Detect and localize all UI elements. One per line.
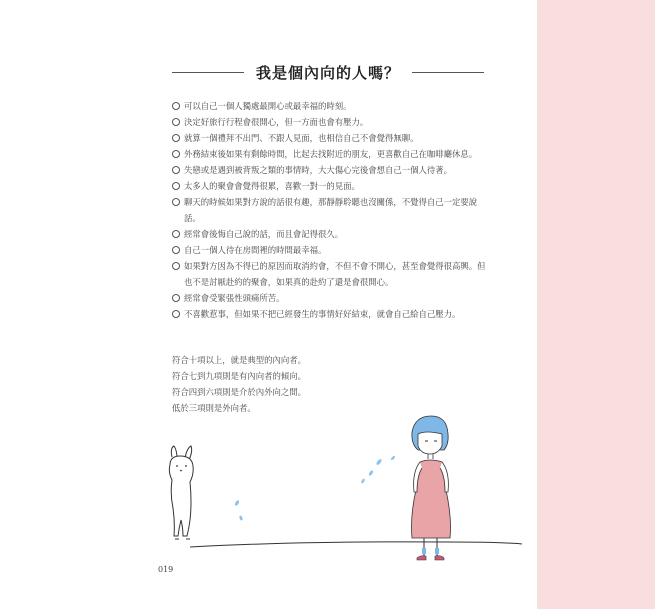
petal-icon xyxy=(239,515,243,521)
rabbit-figure xyxy=(169,446,193,539)
circle-bullet-icon xyxy=(172,294,180,302)
circle-bullet-icon xyxy=(172,310,180,318)
tear-drop-icon xyxy=(368,470,374,477)
adjacent-page-strip xyxy=(537,0,655,609)
checklist-item xyxy=(172,258,492,290)
title-rule-right xyxy=(412,72,484,73)
circle-bullet-icon xyxy=(172,118,180,126)
page-title: 我是個內向的人嗎？ xyxy=(256,63,401,82)
scoring-line: 符合四到六項則是介於內外向之間。 xyxy=(172,387,306,397)
checklist-item xyxy=(172,178,492,194)
scoring-line: 符合十項以上，就是典型的內向者。 xyxy=(172,355,306,365)
checklist-item-text: 自己一個人待在房間裡的時間最幸福。 xyxy=(184,245,327,255)
checklist-item-text: 決定好旅行行程會很開心，但一方面也會有壓力。 xyxy=(184,117,369,127)
tear-drop-icon xyxy=(375,458,382,466)
title-rule-left xyxy=(172,72,244,73)
checklist-item-text: 經常會受緊張性頭痛所苦。 xyxy=(184,293,285,303)
checklist-item xyxy=(172,226,492,242)
circle-bullet-icon xyxy=(172,230,180,238)
ground-line xyxy=(190,542,522,547)
checklist-item xyxy=(172,114,492,130)
checklist-item-text: 外務結束後如果有剩餘時間，比起去找附近的朋友，更喜歡自己在咖啡廳休息。 xyxy=(184,149,478,159)
checklist-item-text: 失戀或是遇到被背叛之類的事情時，大大傷心完後會想自己一個人待著。 xyxy=(184,165,452,175)
scoring-line: 低於三項則是外向者。 xyxy=(172,403,256,413)
checklist-item-text: 太多人的聚會會覺得很累，喜歡一對一的見面。 xyxy=(184,181,360,191)
checklist-item xyxy=(172,146,492,162)
checklist-item xyxy=(172,290,492,306)
circle-bullet-icon xyxy=(172,102,180,110)
circle-bullet-icon xyxy=(172,166,180,174)
checklist-item xyxy=(172,194,492,226)
girl-figure xyxy=(412,416,451,560)
checklist-item-text: 不喜歡惹事，但如果不把已經發生的事情好好結束，就會自己給自己壓力。 xyxy=(184,309,461,319)
checklist-item-text: 如果對方因為不得已的原因而取消約會，不但不會不開心，甚至會覺得很高興。但也不是討厭赴約的聚會，如果真的赴約了還是會很開心。 xyxy=(184,261,486,287)
circle-bullet-icon xyxy=(172,182,180,190)
circle-bullet-icon xyxy=(172,198,180,206)
checklist-item xyxy=(172,306,492,322)
checklist-item xyxy=(172,130,492,146)
checklist-item xyxy=(172,242,492,258)
checklist-item xyxy=(172,98,492,114)
circle-bullet-icon xyxy=(172,246,180,254)
scoring-guide xyxy=(172,352,472,416)
illustration xyxy=(150,410,530,575)
checklist-item-text: 就算一個禮拜不出門、不跟人見面，也相信自己不會覺得無聊。 xyxy=(184,133,419,143)
checklist-item-text: 可以自己一個人獨處最開心或最幸福的時刻。 xyxy=(184,101,352,111)
circle-bullet-icon xyxy=(172,262,180,270)
checklist-item xyxy=(172,162,492,178)
circle-bullet-icon xyxy=(172,150,180,158)
title-row xyxy=(172,60,484,84)
scoring-line: 符合七到九項則是有內向者的傾向。 xyxy=(172,371,306,381)
checklist xyxy=(172,98,492,322)
checklist-item-text: 聊天的時候如果對方說的話很有趣，那靜靜聆聽也沒關係，不覺得自己一定要說話。 xyxy=(184,197,478,223)
tear-drop-icon xyxy=(361,478,366,484)
tear-drop-icon xyxy=(390,455,395,460)
checklist-item-text: 經常會後悔自己說的話，而且會記得很久。 xyxy=(184,229,344,239)
page-number: 019 xyxy=(158,565,174,574)
circle-bullet-icon xyxy=(172,134,180,142)
petal-icon xyxy=(234,500,240,507)
